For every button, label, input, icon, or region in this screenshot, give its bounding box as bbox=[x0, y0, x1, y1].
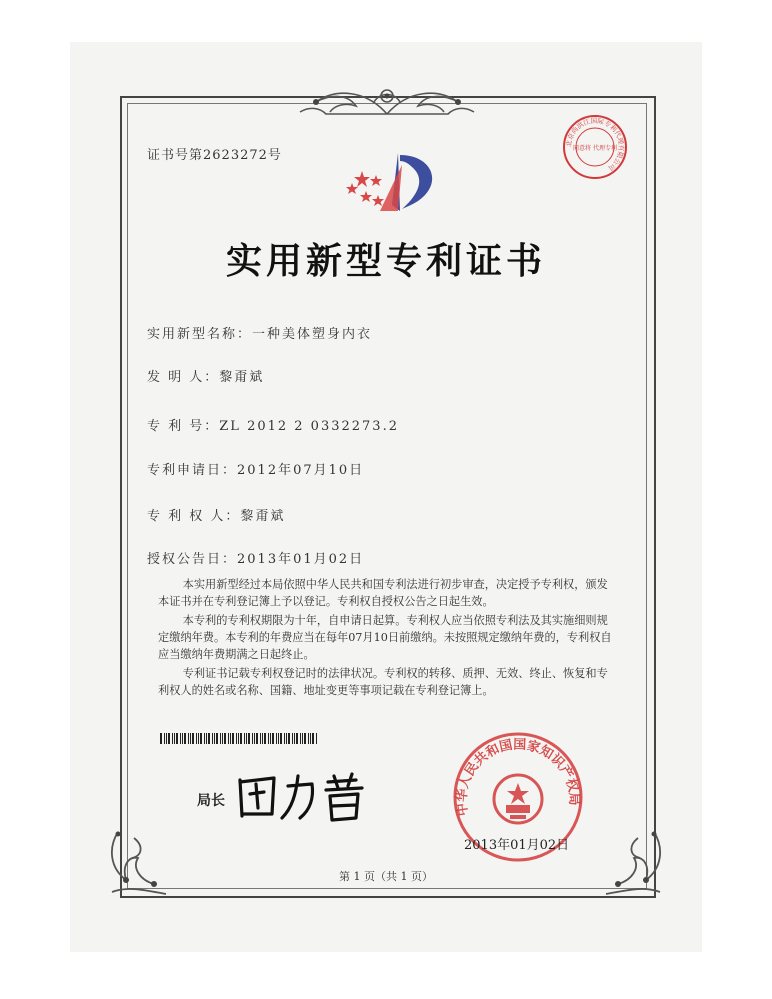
barcode-bar bbox=[172, 733, 173, 744]
barcode-bar bbox=[296, 733, 298, 744]
barcode-bar bbox=[220, 733, 221, 744]
barcode-bar bbox=[240, 733, 242, 744]
field-value: ZL 2012 2 0332273.2 bbox=[219, 419, 399, 434]
barcode-bar bbox=[212, 733, 213, 744]
barcode-bar bbox=[182, 733, 183, 744]
barcode-bar bbox=[164, 733, 165, 744]
barcode-bar bbox=[246, 733, 247, 744]
field-label: 专 利 权 人： bbox=[147, 509, 241, 524]
barcode-bar bbox=[180, 733, 181, 744]
barcode-bar bbox=[230, 733, 231, 744]
barcode-bar bbox=[260, 733, 261, 744]
barcode-bar bbox=[192, 733, 194, 744]
field-utility-model-name bbox=[147, 323, 372, 342]
barcode-bar bbox=[272, 733, 274, 744]
field-label: 专 利 号： bbox=[147, 419, 220, 434]
barcode-bar bbox=[216, 733, 218, 744]
barcode-bar bbox=[270, 733, 271, 744]
svg-text:中华人民共和国国家知识产权局 bbox=[454, 737, 582, 817]
barcode-bar bbox=[232, 733, 234, 744]
field-label: 实用新型名称： bbox=[147, 327, 253, 342]
field-inventor bbox=[147, 366, 264, 385]
agency-seal-top-right bbox=[562, 114, 628, 180]
barcode-bar bbox=[196, 733, 197, 744]
barcode-bar bbox=[238, 733, 239, 744]
barcode-bar bbox=[198, 733, 199, 744]
bottom-issue-date: 2013年01月02日 bbox=[464, 838, 570, 853]
field-value: 黎甭斌 bbox=[240, 509, 286, 524]
field-patent-number bbox=[147, 415, 399, 434]
barcode-bar bbox=[286, 733, 287, 744]
barcode-bar bbox=[316, 733, 317, 744]
seal-big-ring-text: 中华人民共和国国家知识产权局 bbox=[454, 737, 582, 817]
field-patentee bbox=[147, 505, 285, 524]
bottom-left-ornament bbox=[104, 828, 174, 898]
barcode-bar bbox=[280, 733, 282, 744]
barcode-bar bbox=[278, 733, 279, 744]
barcode-bar bbox=[174, 733, 175, 744]
barcode-bar bbox=[284, 733, 285, 744]
barcode-bar bbox=[292, 733, 293, 744]
barcode-bar bbox=[204, 733, 205, 744]
barcode-bar bbox=[168, 733, 170, 744]
barcode-bar bbox=[166, 733, 167, 744]
barcode-bar bbox=[200, 733, 202, 744]
barcode-bar bbox=[228, 733, 229, 744]
barcode-bar bbox=[236, 733, 237, 744]
bottom-right-ornament bbox=[598, 828, 668, 898]
body-paragraph-legal-status: 专利证书记载专利权登记时的法律状况。专利权的转移、质押、无效、终止、恢复和专利权人的姓名或名称、国籍、地址变更等事项记载在专利登记簿上。 bbox=[158, 667, 608, 697]
logo-stars bbox=[346, 171, 384, 206]
top-ornament bbox=[296, 84, 478, 118]
field-value: 2012年07月10日 bbox=[237, 463, 365, 478]
barcode-bar bbox=[252, 733, 253, 744]
national-emblem bbox=[494, 775, 542, 823]
field-grant-date bbox=[147, 548, 364, 567]
certificate-body bbox=[158, 576, 616, 701]
barcode-bar bbox=[208, 733, 210, 744]
field-label: 发 明 人： bbox=[147, 370, 220, 385]
body-paragraph-grant: 本实用新型经过本局依照中华人民共和国专利法进行初步审查，决定授予专利权，颁发本证书并在专利登记簿上予以登记。专利权自授权公告之日起生效。 bbox=[158, 578, 608, 608]
field-label: 专利申请日： bbox=[147, 463, 238, 478]
barcode-bar bbox=[304, 733, 306, 744]
barcode-bar bbox=[288, 733, 290, 744]
field-application-date bbox=[147, 459, 364, 478]
barcode-bar bbox=[184, 733, 186, 744]
barcode-bar bbox=[224, 733, 226, 744]
certificate-title: 实用新型专利证书 bbox=[225, 240, 546, 282]
barcode-bar bbox=[160, 733, 162, 744]
barcode-bar bbox=[222, 733, 223, 744]
certificate-number: 证书号第2623272号 bbox=[147, 148, 282, 163]
barcode bbox=[160, 733, 320, 744]
barcode-bar bbox=[310, 733, 311, 744]
seal-top-center-text: 同意将 代理专利 bbox=[573, 145, 617, 152]
barcode-bar bbox=[256, 733, 258, 744]
body-paragraph-term: 本专利的专利权期限为十年，自申请日起算。专利权人应当依照专利法及其实施细则规定缴纳年费。本专利的年费应当在每年07月10日前缴纳。未按照规定缴纳年费的，专利权自应当缴纳年费期满之日起终止。 bbox=[158, 614, 612, 661]
barcode-bar bbox=[268, 733, 269, 744]
barcode-bar bbox=[206, 733, 207, 744]
barcode-bar bbox=[190, 733, 191, 744]
cnipa-logo bbox=[340, 145, 440, 221]
barcode-bar bbox=[294, 733, 295, 744]
barcode-bar bbox=[254, 733, 255, 744]
signature-label: 局长 bbox=[197, 793, 225, 809]
field-value: 黎甭斌 bbox=[219, 370, 265, 385]
barcode-bar bbox=[176, 733, 178, 744]
seal-top-ring-text: 北京尚洪江国际专利代理有限公司 bbox=[564, 116, 626, 173]
barcode-bar bbox=[188, 733, 189, 744]
director-signature bbox=[230, 768, 380, 826]
barcode-bar bbox=[264, 733, 266, 744]
barcode-bar bbox=[300, 733, 301, 744]
field-value: 2013年01月02日 bbox=[237, 552, 365, 567]
barcode-bar bbox=[214, 733, 215, 744]
barcode-bar bbox=[308, 733, 309, 744]
barcode-bar bbox=[276, 733, 277, 744]
field-value: 一种美体塑身内衣 bbox=[252, 327, 373, 342]
logo-p-bowl bbox=[400, 155, 432, 209]
barcode-bar bbox=[248, 733, 250, 744]
barcode-bar bbox=[312, 733, 314, 744]
barcode-bar bbox=[262, 733, 263, 744]
barcode-bar bbox=[302, 733, 303, 744]
barcode-bar bbox=[244, 733, 245, 744]
page-indicator: 第 1 页（共 1 页） bbox=[339, 870, 433, 883]
field-label: 授权公告日： bbox=[147, 552, 238, 567]
